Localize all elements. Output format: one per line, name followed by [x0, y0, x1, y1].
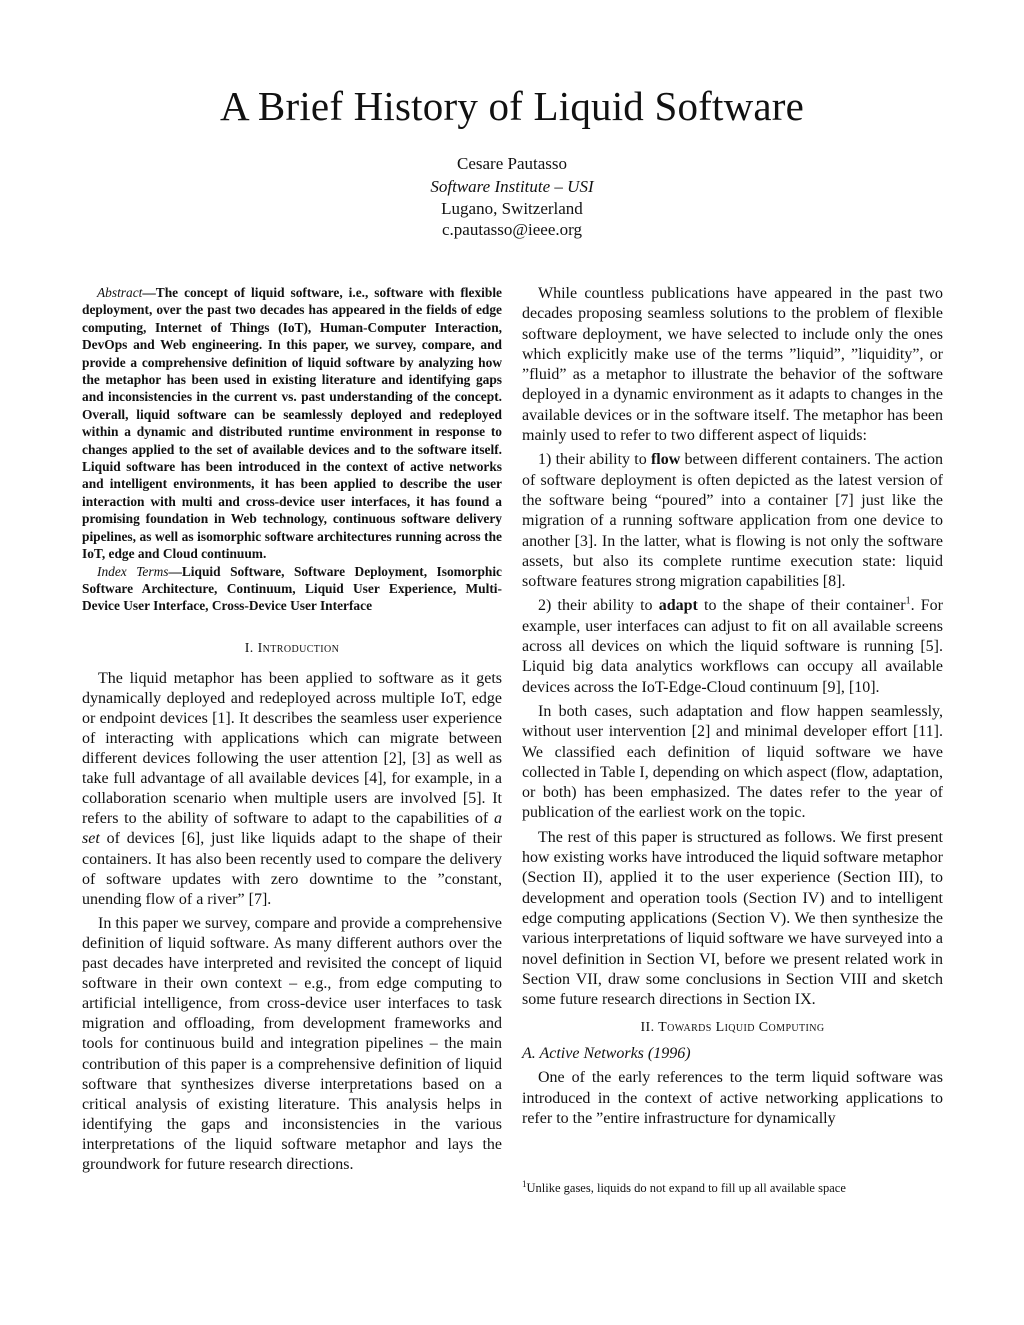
- item2-prefix: 2) their ability to: [538, 597, 659, 615]
- intro-paragraph-1: [82, 669, 502, 910]
- author-location: Lugano, Switzerland: [441, 199, 583, 218]
- index-terms: [82, 563, 502, 615]
- intro-p1-emphasis: a set: [82, 810, 502, 848]
- list-item-adapt: [522, 596, 943, 697]
- abstract: [82, 284, 502, 563]
- paper-title: A Brief History of Liquid Software: [219, 83, 805, 129]
- section-heading-introduction: I. Introduction: [244, 640, 340, 656]
- item1-prefix: 1) their ability to: [538, 451, 651, 469]
- index-terms-label: Index Terms: [97, 563, 169, 579]
- intro-p1-text: The liquid metaphor has been applied to software as it gets dynamically deployed and redeployed across multiple IoT, edge or endpoint devices [1]. It describes the seamless user experience of interacting with applications which can migrate between different devices following the user attention [2], [3] as well as take full advantage of all available devices [4], for example, in a collaboration scenario when multiple users are involved [5]. It refers to the ability of software to adapt to the capabilities of: [82, 669, 502, 828]
- right-column: [522, 284, 943, 1133]
- author-email: c.pautasso@ieee.org: [442, 220, 582, 239]
- item2-mid: to the shape of their container: [697, 597, 906, 615]
- abstract-text: —The concept of liquid software, i.e., software with flexible deployment, over the past two decades has appeared in the fields of edge computing, Internet of Things (IoT), Human-Computer Interaction, DevOps and Web engineering. In this paper, we survey, compare, and provide a comprehensive definition of liquid software by analyzing how the metaphor has been used in existing literature and identifying gaps and inconsistencies in the current vs. past understanding of the concept. Overall, liquid software can be seamlessly deployed and redeployed within a dynamic and distributed runtime environment in response to changes applied to the set of available devices and to the software itself. Liquid software has been introduced in the context of active networks and intelligent environments, it has been applied to describe the user interaction with multi and cross-device user interfaces, it has found a promising foundation in Web technology, continuous software delivery pipelines, as well as isomorphic software architectures running across the IoT, edge and Cloud continuum.: [82, 285, 502, 562]
- footnote: [522, 1180, 943, 1196]
- subsection-heading-2a: A. Active Networks (1996): [522, 1045, 691, 1063]
- sec2a-paragraph-1: One of the early references to the term liquid software was introduced in the context of active networking applications to refer to the ”entire infrastructure for dynamically: [522, 1069, 943, 1127]
- right-paragraph-5: The rest of this paper is structured as follows. We first present how existing works have introduced the liquid software metaphor (Section II), applied it to the user experience (Section III), to development and operation tools (Section IV) and to intelligent edge computing applications (Section V). We then synthesize the various interpretations of liquid software we have surveyed into a novel definition in Section VI, before we present related work in Section VII, draw some conclusions in Section VIII and sketch some future research directions in Section IX.: [522, 828, 943, 1009]
- footnote-mark: 1: [522, 1178, 527, 1189]
- index-terms-text: —Liquid Software, Software Deployment, Isomorphic Software Architecture, Continuum, Liquid User Experience, Multi-Device User Interface, Cross-Device User Interface: [82, 563, 502, 614]
- right-paragraph-4: In both cases, such adaptation and flow happen seamlessly, without user intervention [2] and minimal developer effort [11]. We classified each definition of liquid software we have collected in Table I, depending on which aspect (flow, adaptation, or both) has been emphasized. The dates refer to the year of publication of the earliest work on the topic.: [522, 702, 943, 822]
- item2-text: . For example, user interfaces can adjust to fit on all available screens across all devices on which the liquid software is running [5]. Liquid big data analytics workflows can occupy all available devices across the IoT-Edge-Cloud continuum [9], [10].: [522, 597, 943, 696]
- footnote-ref: 1: [905, 596, 911, 608]
- list-item-flow: [522, 450, 943, 592]
- intro-p1-rest: of devices [6], just like liquids adapt to the shape of their containers. It has also been recently used to compare the delivery of software updates with zero downtime to the ”constant, unending flow of a river” [7].: [82, 830, 502, 908]
- item2-bold: adapt: [658, 597, 698, 615]
- section-heading-2: II. Towards Liquid Computing: [640, 1020, 825, 1036]
- abstract-label: Abstract: [97, 285, 143, 300]
- author-affiliation: Software Institute – USI: [430, 177, 594, 196]
- item1-bold: flow: [650, 451, 681, 469]
- item1-text: between different containers. The action of software deployment is often depicted as the latest version of the software being “poured” into a container [7] just like the migration of a running software application from one device to another [3]. In the latter, what is flowing is not only the software assets, but also its complete runtime execution state: liquid software features strong migration capabilities [8].: [522, 451, 943, 591]
- author-name: Cesare Pautasso: [456, 154, 567, 173]
- left-column: [82, 284, 502, 1179]
- footnote-text: Unlike gases, liquids do not expand to fill up all available space: [526, 1181, 846, 1195]
- right-paragraph-1: While countless publications have appeared in the past two decades proposing seamless solutions to the problem of flexible software deployment, we have selected to include only the ones which explicitly make use of the terms ”liquid”, ”liquidity”, or ”fluid” as a metaphor to illustrate the behavior of the software deployed in a dynamic environment as it adapts to changes in the available devices or in the software itself. The metaphor has been mainly used to refer to two different aspect of liquids:: [522, 285, 943, 445]
- intro-paragraph-2: In this paper we survey, compare and provide a comprehensive definition of liquid software. As many different authors over the past decades have interpreted and revisited the concept of liquid software in their own context – e.g., from edge computing to artificial intelligence, from cross-device user interfaces to task migration and offloading, from development frameworks and tools for continuous build and integration pipelines – the main contribution of this paper is a comprehensive definition of liquid software that synthesizes diverse interpretations based on a critical analysis of existing literature. This analysis helps in identifying the gaps and inconsistencies in the various interpretations of the liquid software metaphor and lays the groundwork for future research directions.: [82, 914, 502, 1173]
